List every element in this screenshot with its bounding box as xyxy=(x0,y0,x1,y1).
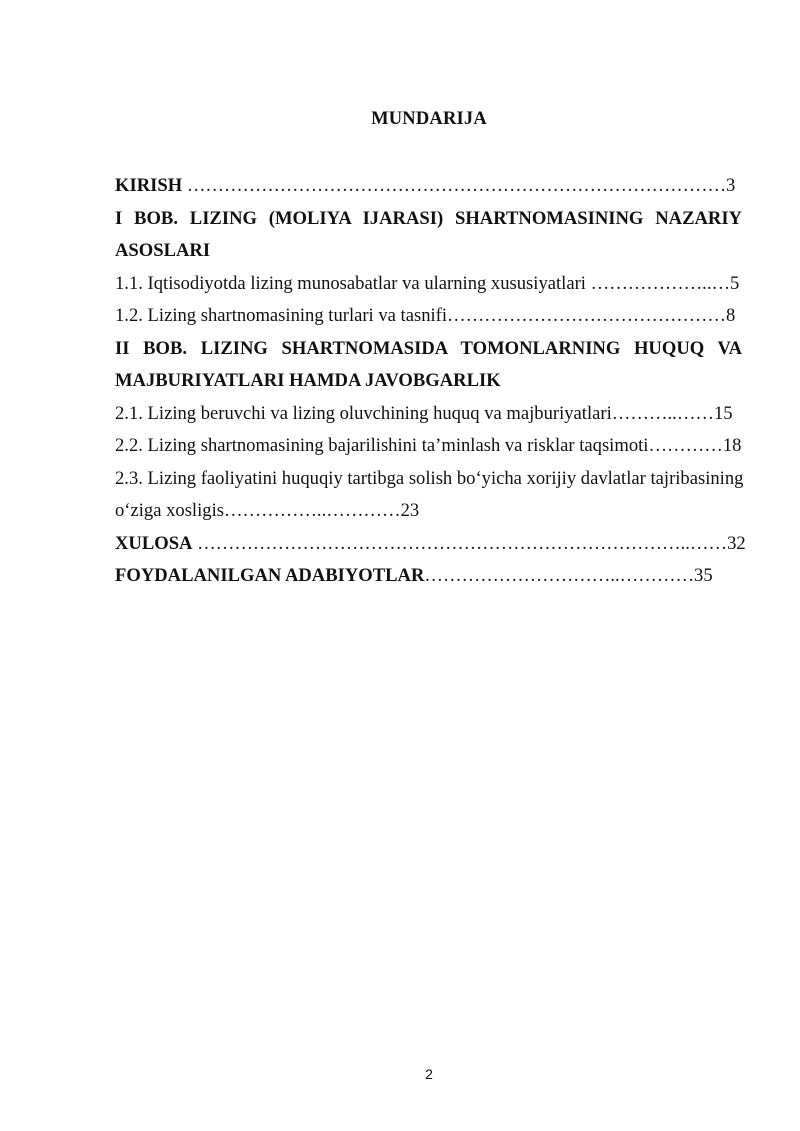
toc-chapter1-heading-line2: ASOSLARI xyxy=(115,240,211,261)
toc-entry-xulosa-label: XULOSA xyxy=(115,532,193,554)
table-of-contents xyxy=(115,170,746,593)
toc-entry-1-2: 1.2. Lizing shartnomasining turlari va tasnifi………………………………………8 xyxy=(115,305,736,326)
toc-entry-2-3-line1: 2.3. Lizing faoliyatini huquqiy tartibga solish bo‘yicha xorijiy davlatlar tajribasining xyxy=(115,467,744,489)
toc-entry-kirish-page: ……………………………………………………………………………3 xyxy=(182,175,736,196)
page-number: 2 xyxy=(425,1066,433,1082)
toc-entry-2-1: 2.1. Lizing beruvchi va lizing oluvchining huquq va majburiyatlari………..……15 xyxy=(115,402,733,424)
toc-entry-kirish-label: KIRISH xyxy=(115,175,183,196)
toc-entry-1-1: 1.1. Iqtisodiyotda lizing munosabatlar va ularning xususiyatlari ………………..…5 xyxy=(115,272,740,294)
toc-entry-foydalanilgan-page: …………………………..…………35 xyxy=(424,565,713,586)
toc-entry-foydalanilgan xyxy=(115,560,742,593)
toc-chapter2-heading-line2: MAJBURIYATLARI HAMDA JAVOBGARLIK xyxy=(115,370,501,391)
toc-chapter2-heading-line1: II BOB. LIZING SHARTNOMASIDA TOMONLARNING HUQUQ VA xyxy=(115,337,742,359)
toc-chapter1-heading-line1: I BOB. LIZING (MOLIYA IJARASI) SHARTNOMASINING NAZARIY xyxy=(115,207,742,229)
toc-entry-xulosa-page: ……………………………………………………………………..……32 xyxy=(192,532,746,554)
document-title: MUNDARIJA xyxy=(371,109,487,129)
toc-entry-2-2: 2.2. Lizing shartnomasining bajarilishini ta’minlash va risklar taqsimoti…………18 xyxy=(115,435,742,456)
toc-entry-2-3-line2: o‘ziga xosligis……………..…………23 xyxy=(115,500,420,521)
toc-entry-xulosa xyxy=(115,528,746,561)
toc-entry-kirish xyxy=(115,170,742,203)
toc-entry-foydalanilgan-label: FOYDALANILGAN ADABIYOTLAR xyxy=(115,565,425,586)
